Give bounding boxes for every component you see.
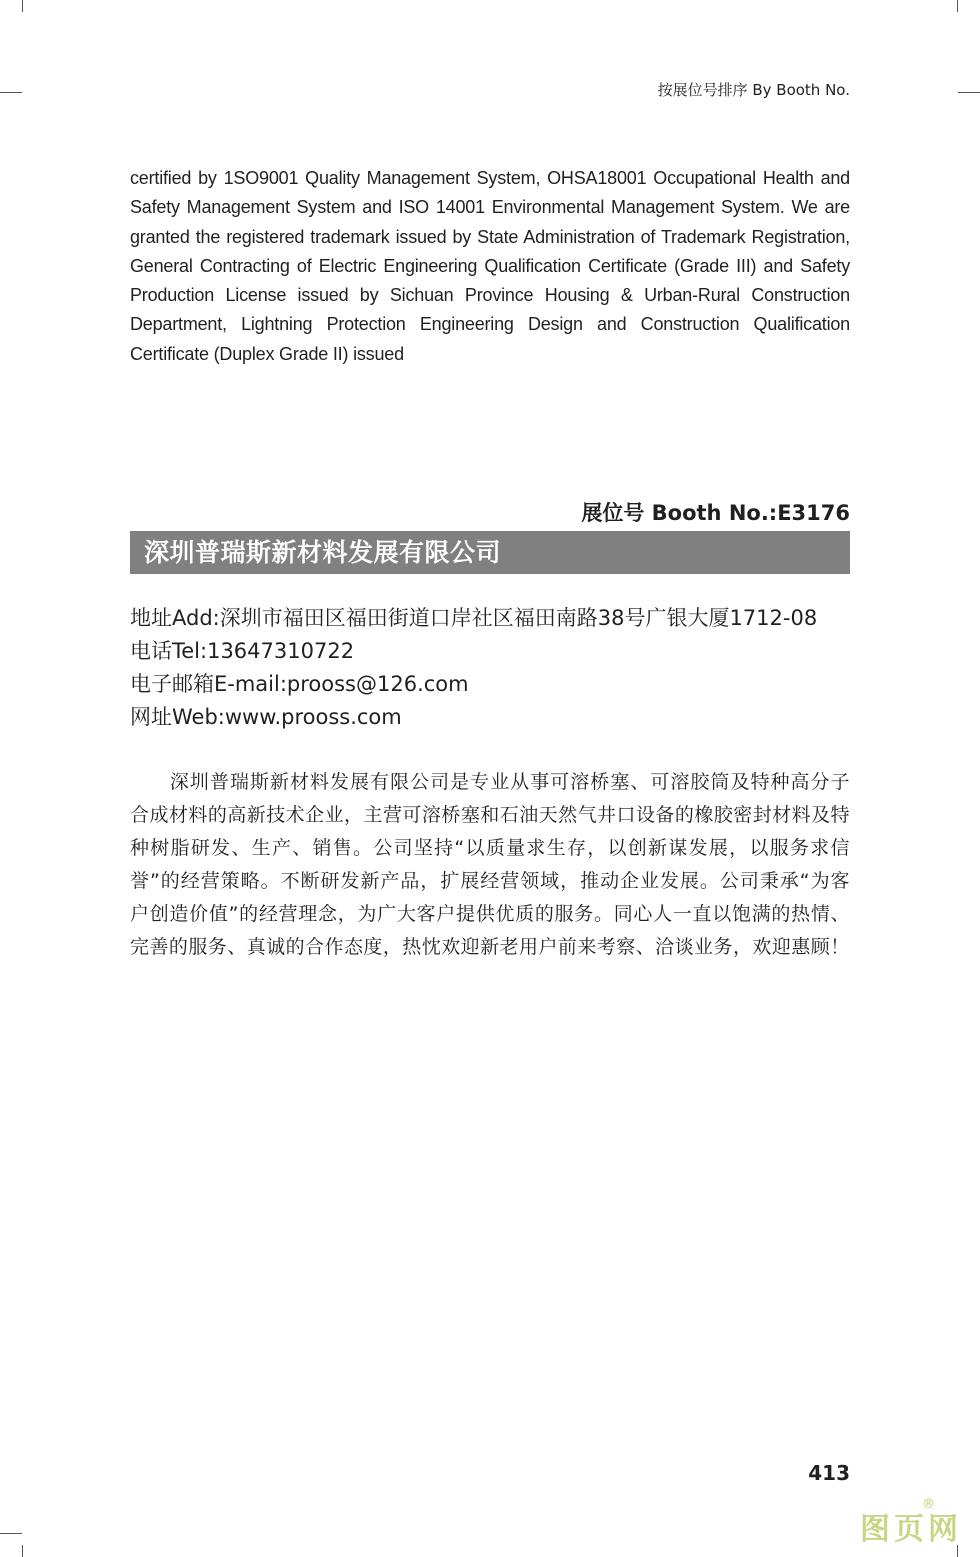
company-title-bar [130,531,850,574]
crop-mark-left-edge [0,92,22,93]
contact-block [130,602,870,734]
registered-mark-icon: ® [922,1497,935,1512]
contact-address: 地址Add:深圳市福田区福田街道口岸社区福田南路38号广银大厦1712-08 [130,606,818,630]
contact-tel: 电话Tel:13647310722 [130,639,355,663]
running-header: 按展位号排序 By Booth No. [657,81,850,99]
contact-email: 电子邮箱E-mail:prooss@126.com [130,672,469,696]
contact-web: 网址Web:www.prooss.com [130,705,402,729]
crop-mark-top-right [957,0,958,12]
crop-mark-top-left [22,0,23,12]
crop-mark-right-edge [958,92,980,93]
watermark-logo [860,1497,966,1548]
crop-mark-left-bottom-edge [0,1533,22,1534]
previous-entry-english-paragraph: certified by 1SO9001 Quality Management System, OHSA18001 Occupational Health and Safety Management System and ISO 14001 Environmental Management System. We are granted the registered trademark issued by State Administration of Trademark Registration, General Contracting of Electric Engineering Qualification Certificate (Grade III) and Safety Production License issued by Sichuan Province Housing & Urban-Rural Construction Department, Lightning Protection Engineering Design and Construction Qualification Certificate (Duplex Grade II) issued [130,168,850,364]
watermark-text: 图页网 [860,1512,962,1547]
page-number: 413 [808,1461,850,1485]
company-description: 深圳普瑞斯新材料发展有限公司是专业从事可溶桥塞、可溶胶筒及特种高分子合成材料的高新技术企业，主营可溶桥塞和石油天然气井口设备的橡胶密封材料及特种树脂研发、生产、销售。公司坚持“以质量求生存，以创新谋发展，以服务求信誉”的经营策略。不断研发新产品，扩展经营领域，推动企业发展。公司秉承“为客户创造价值”的经营理念，为广大客户提供优质的服务。同心人一直以饱满的热情、完善的服务、真诚的合作态度，热忱欢迎新老用户前来考察、洽谈业务，欢迎惠顾！ [130,771,850,958]
crop-mark-bottom-left [22,1545,23,1557]
booth-number: 展位号 Booth No.:E3176 [581,501,850,525]
company-name: 深圳普瑞斯新材料发展有限公司 [144,538,502,567]
